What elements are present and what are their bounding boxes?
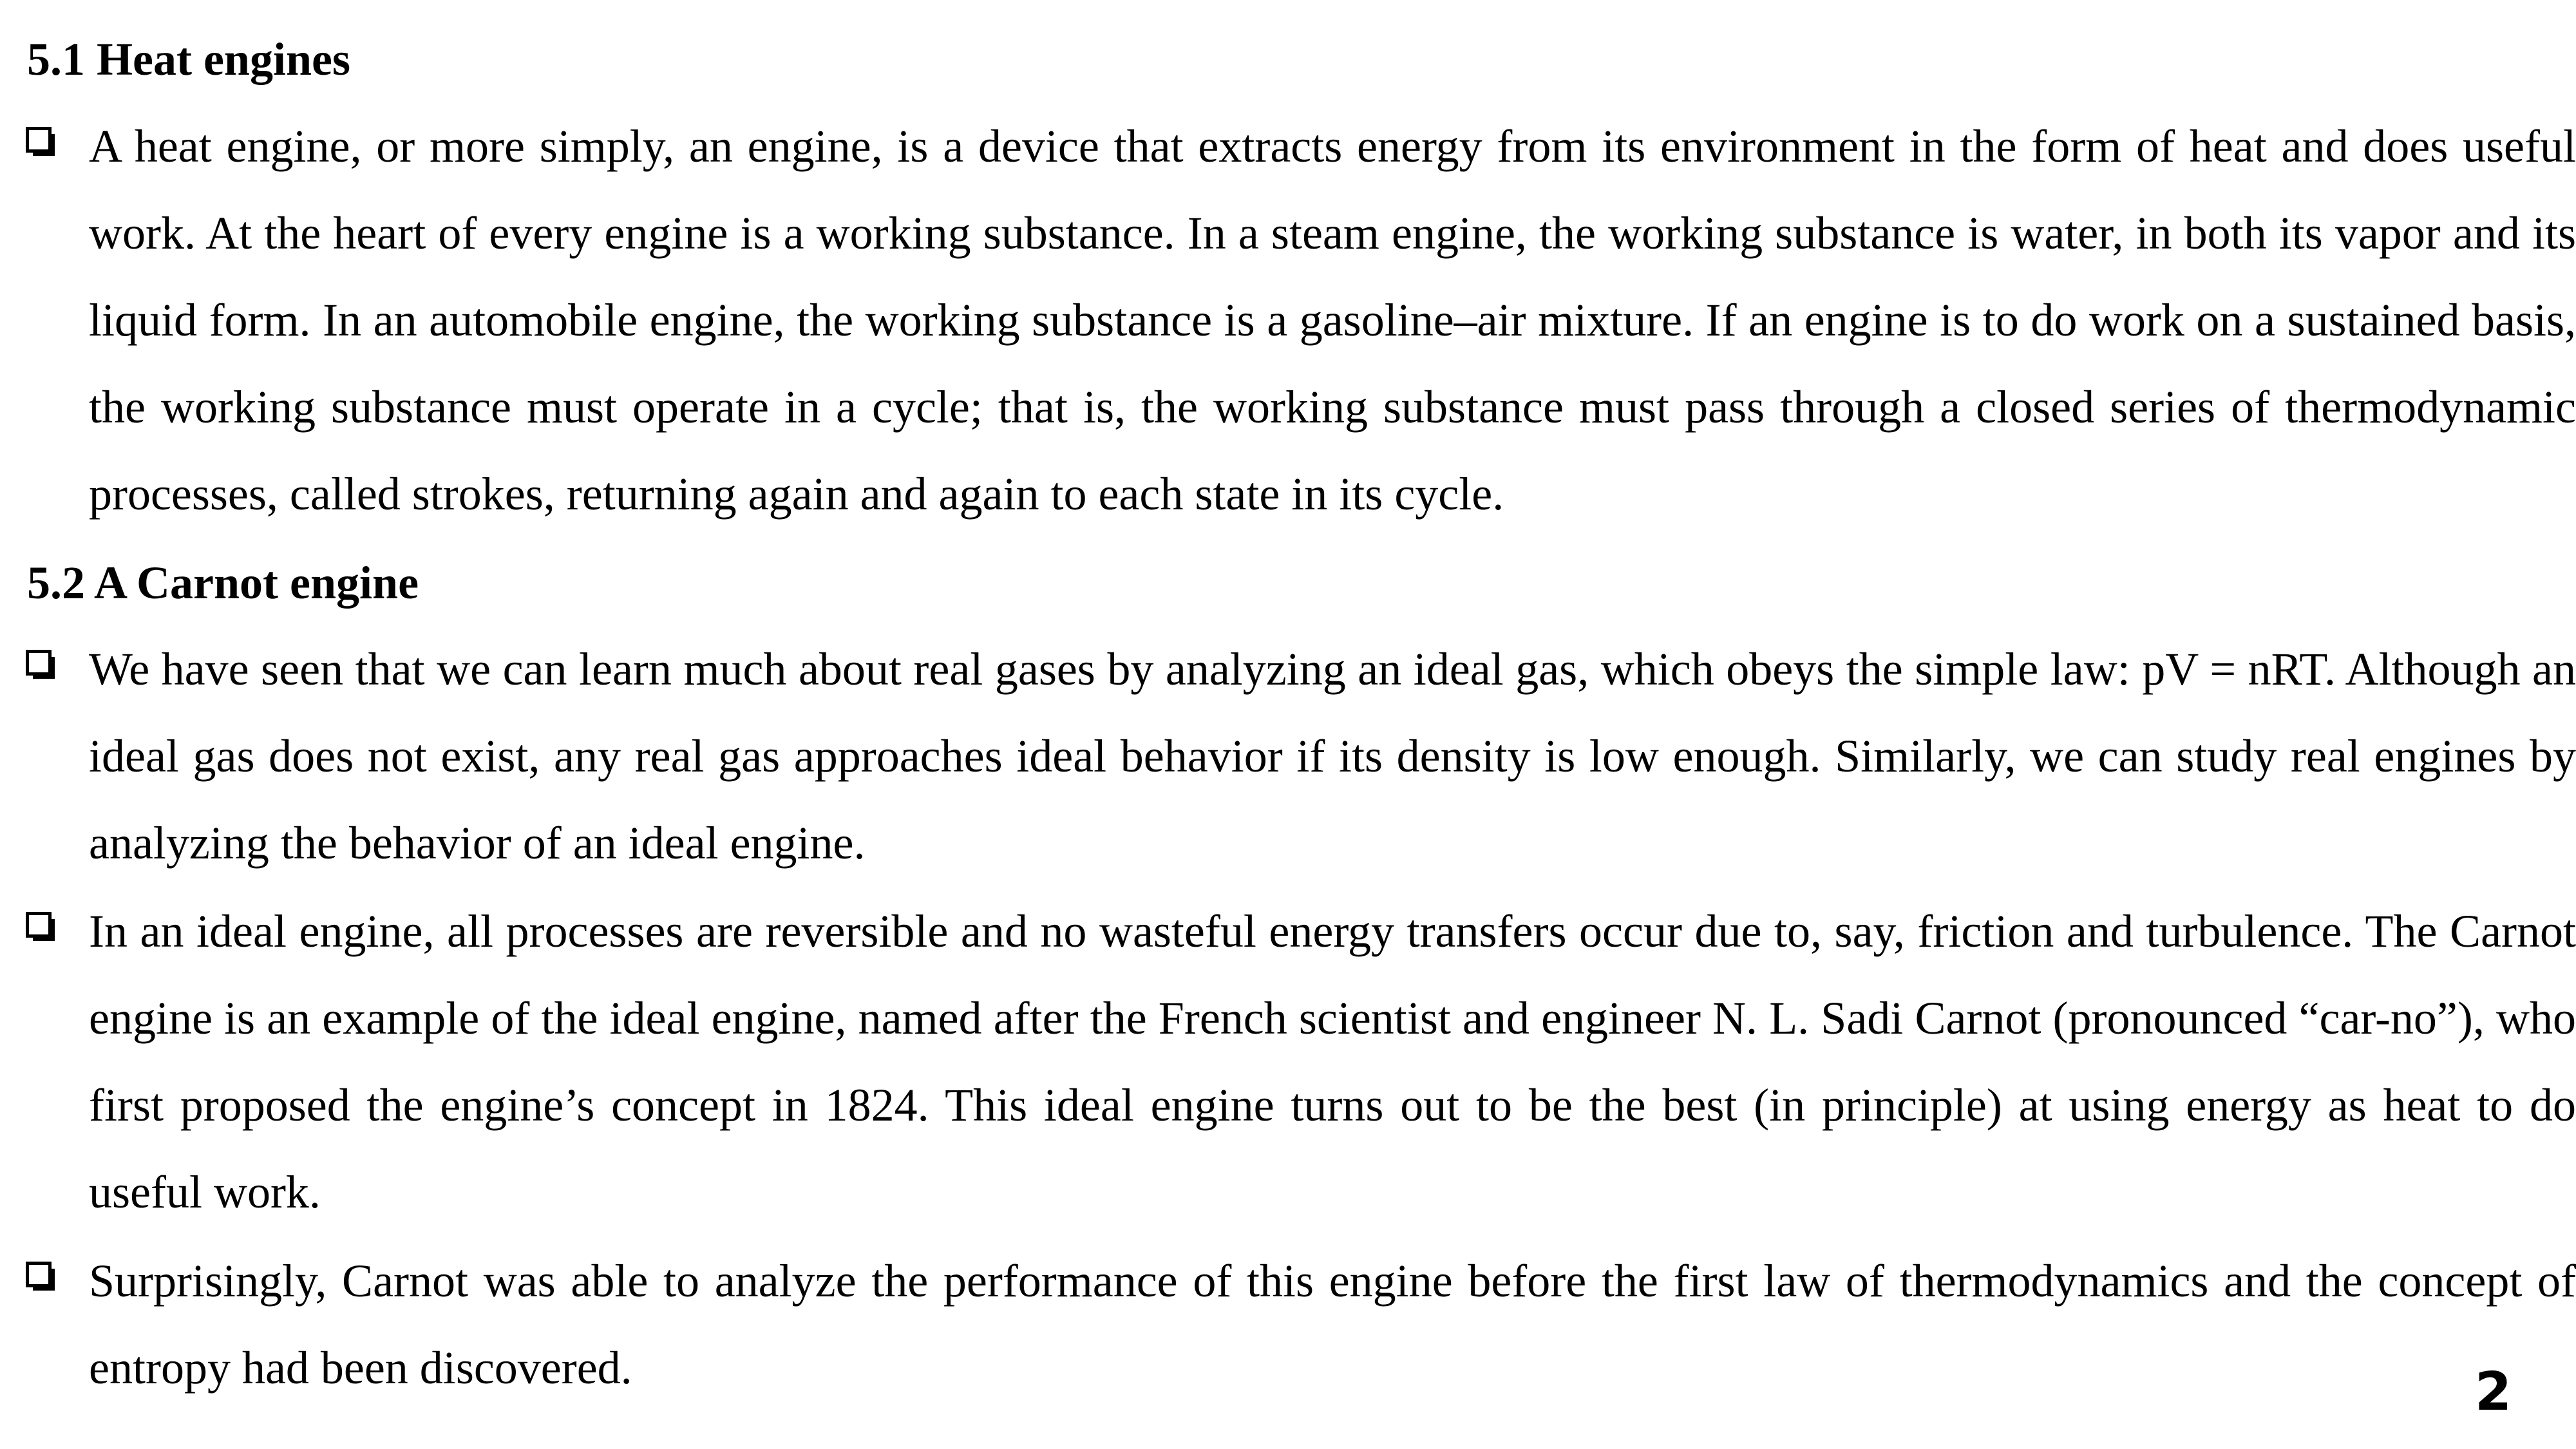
page-number: 2: [2474, 1361, 2512, 1423]
bullet-text: Surprisingly, Carnot was able to analyze the performance of this engine before the first law of thermodynamics and the concept of entropy had been discovered.: [89, 1255, 2576, 1394]
checkbox-icon: [26, 912, 52, 938]
checkbox-icon: [26, 650, 52, 676]
checkbox-icon: [26, 127, 52, 153]
section-heading-carnot-engine: 5.2 A Carnot engine: [27, 557, 419, 609]
bullet-text: In an ideal engine, all processes are reversible and no wasteful energy transfers occur due to, say, friction and turbulence. The Carnot engine is an example of the ideal engine, named after the French scientist and engineer N. L. Sadi Carnot (pronounced “car-no”), who first proposed the engine’s concept in 1824. This ideal engine turns out to be the best (in principle) at using energy as heat to do useful work.: [89, 905, 2576, 1218]
checkbox-icon: [26, 1262, 52, 1287]
bullet-text: A heat engine, or more simply, an engine, is a device that extracts energy from its environment in the form of heat and does useful work. At the heart of every engine is a working substance. In a steam engine, the working substance is water, in both its vapor and its liquid form. In an automobile engine, the working substance is a gasoline–air mixture. If an engine is to do work on a sustained basis, the working substance must operate in a cycle; that is, the working substance must pass through a closed series of thermodynamic processes, called strokes, returning again and again to each state in its cycle.: [89, 120, 2576, 520]
section-heading-heat-engines: 5.1 Heat engines: [27, 33, 350, 85]
bullet-text: We have seen that we can learn much about real gases by analyzing an ideal gas, which obeys the simple law: pV = nRT. Although an ideal gas does not exist, any real gas approaches ideal behavior if its density is low enough. Similarly, we can study real engines by analyzing the behavior of an ideal engine.: [89, 643, 2576, 869]
